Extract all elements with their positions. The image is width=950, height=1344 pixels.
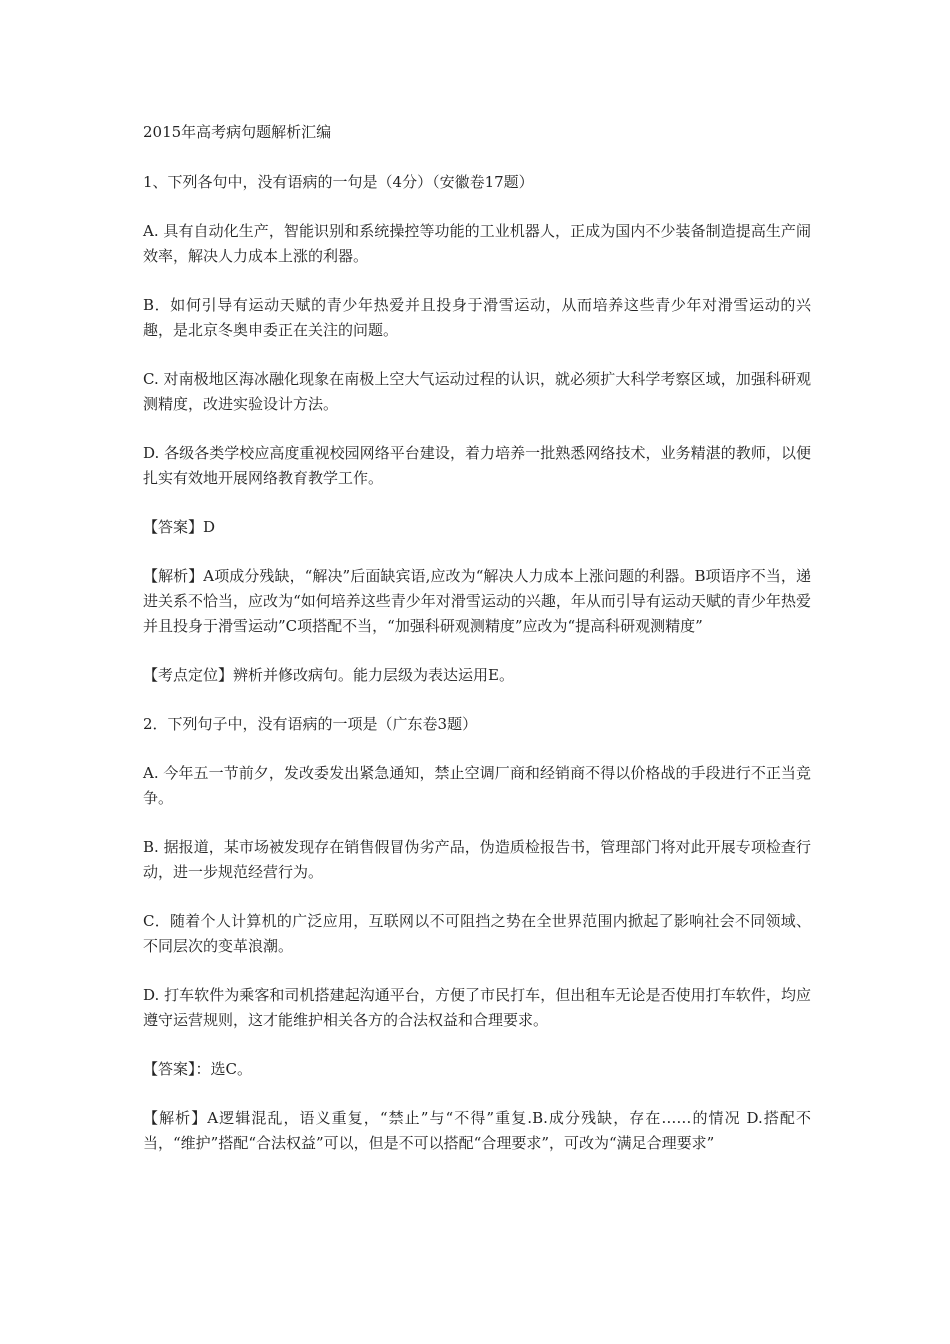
question-1-answer: 【答案】D <box>143 518 216 536</box>
document-title: 2015年高考病句题解析汇编 <box>143 123 332 141</box>
question-1-analysis: 【解析】A项成分残缺，“解决”后面缺宾语,应改为“解决人力成本上涨问题的利器。B项语序不当，递进关系不恰当，应改为“如何培养这些青少年对滑雪运动的兴趣，年从而引导有运动天赋的青少年热爱并且投身于滑雪运动”C项搭配不当，“加强科研观测精度”应改为“提高科研观测精度” <box>143 567 811 635</box>
question-1-stem: 1、下列各句中，没有语病的一句是（4分）（安徽卷17题） <box>143 173 534 191</box>
question-2-option-c: C．随着个人计算机的广泛应用，互联网以不可阻挡之势在全世界范围内掀起了影响社会不同领域、不同层次的变革浪潮。 <box>143 912 811 955</box>
question-2-answer: 【答案】：选C。 <box>143 1060 252 1078</box>
question-1-key-point: 【考点定位】辨析并修改病句。能力层级为表达运用E。 <box>143 666 514 684</box>
question-2-option-d: D. 打车软件为乘客和司机搭建起沟通平台，方便了市民打车，但出租车无论是否使用打车软件，均应遵守运营规则，这才能维护相关各方的合法权益和合理要求。 <box>143 986 811 1029</box>
document-page <box>143 120 811 1180</box>
question-2-option-b: B. 据报道，某市场被发现存在销售假冒伪劣产品，伪造质检报告书，管理部门将对此开展专项检查行动，进一步规范经营行为。 <box>143 838 811 881</box>
question-2-stem: 2．下列句子中，没有语病的一项是（广东卷3题） <box>143 715 478 733</box>
question-2-analysis: 【解析】A逻辑混乱，语义重复，“禁止”与“不得”重复.B.成分残缺，存在……的情况 D.搭配不当，“维护”搭配“合法权益”可以，但是不可以搭配“合理要求”，可改为“满足合理要求” <box>143 1109 811 1152</box>
question-1-option-c: C. 对南极地区海冰融化现象在南极上空大气运动过程的认识，就必须扩大科学考察区域，加强科研观测精度，改进实验设计方法。 <box>143 370 811 413</box>
question-1-option-d: D. 各级各类学校应高度重视校园网络平台建设，着力培养一批熟悉网络技术，业务精湛的教师，以便扎实有效地开展网络教育教学工作。 <box>143 444 811 487</box>
question-1-option-b: B．如何引导有运动天赋的青少年热爱并且投身于滑雪运动，从而培养这些青少年对滑雪运动的兴趣，是北京冬奥申委正在关注的问题。 <box>143 296 811 339</box>
question-1-option-a: A. 具有自动化生产，智能识别和系统操控等功能的工业机器人，正成为国内不少装备制造提高生产闹效率，解决人力成本上涨的利器。 <box>143 222 811 265</box>
question-2-option-a: A. 今年五一节前夕，发改委发出紧急通知，禁止空调厂商和经销商不得以价格战的手段进行不正当竞争。 <box>143 764 811 807</box>
